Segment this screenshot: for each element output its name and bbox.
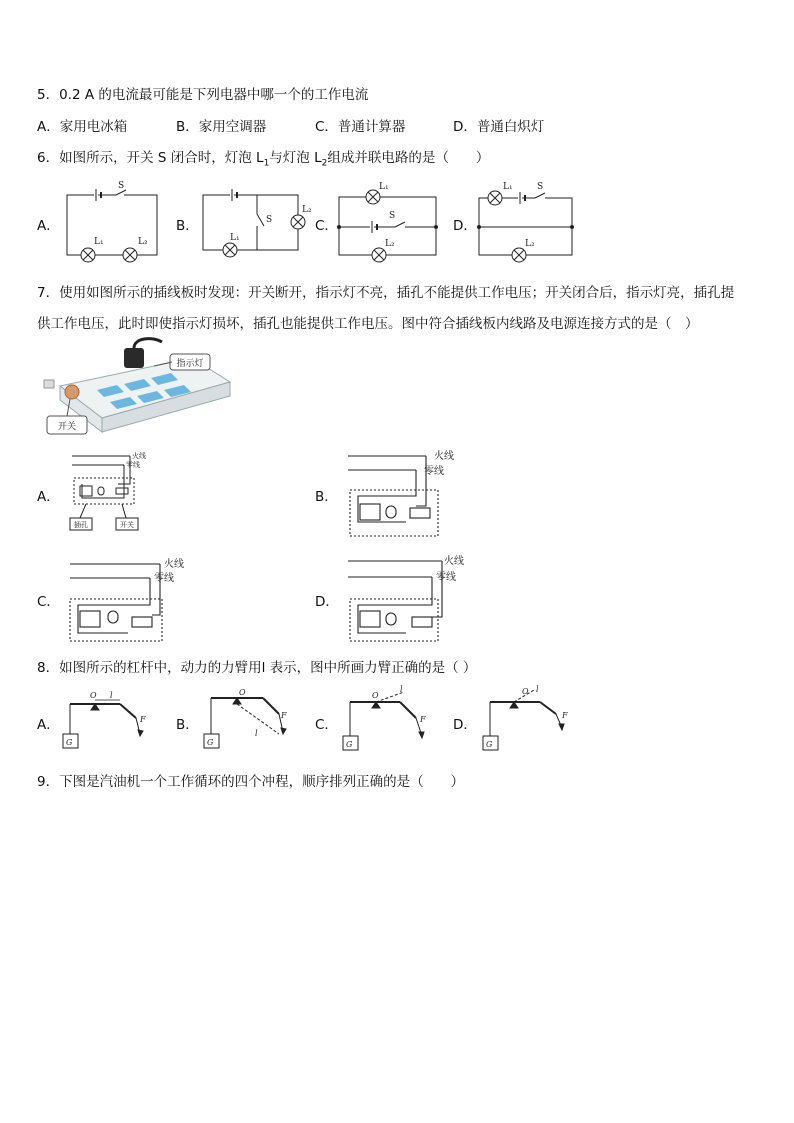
q7d-neutral-label: 零线	[436, 572, 456, 583]
q7c-live-label: 火线	[164, 559, 184, 570]
q8-label-a[interactable]: A．	[37, 717, 60, 733]
q7a-live-label: 火线	[132, 452, 146, 460]
svg-text:S: S	[389, 211, 396, 221]
q6-circuit-c	[337, 180, 442, 265]
q8a-weight-label: G	[66, 738, 73, 747]
q6-circuit-b	[202, 180, 312, 265]
q7d-live-label: 火线	[444, 556, 464, 567]
q7-label-c[interactable]: C．	[37, 594, 60, 610]
q8d-force-label: F	[562, 711, 568, 720]
q8-lever-d	[478, 685, 573, 753]
q8c-arm-label: l	[400, 685, 403, 694]
svg-text:L₁: L₁	[94, 237, 104, 247]
q8-stem: 8．如图所示的杠杆中，动力的力臂用l 表示，图中所画力臂正确的是（ ）	[37, 660, 477, 676]
q5-option-a[interactable]: A．家用电冰箱	[37, 119, 128, 135]
svg-text:L₂: L₂	[138, 237, 148, 247]
q8-label-b[interactable]: B．	[176, 717, 199, 733]
q7-power-strip-photo	[42, 344, 242, 439]
q7-label-b[interactable]: B．	[315, 489, 338, 505]
q8b-force-label: F	[281, 711, 287, 720]
q8-lever-a	[60, 688, 155, 753]
q7-stem-line1: 7．使用如图所示的插线板时发现：开关断开，指示灯不亮，插孔不能提供工作电压；开关闭合后，指示灯亮，插孔提	[37, 285, 735, 301]
q6-label-a[interactable]: A．	[37, 218, 60, 234]
q5-option-b[interactable]: B．家用空调器	[176, 119, 267, 135]
q8-label-d[interactable]: D．	[453, 717, 477, 733]
q5-option-d[interactable]: D．普通白炽灯	[453, 119, 545, 135]
svg-text:S: S	[266, 215, 273, 225]
q9-stem: 9．下图是汽油机一个工作循环的四个冲程，顺序排列正确的是（ ）	[37, 774, 465, 790]
q7a-switch-callout: 开关	[120, 521, 134, 529]
svg-text:L₁: L₁	[503, 182, 513, 192]
q5-option-c[interactable]: C．普通计算器	[315, 119, 406, 135]
q8a-force-label: F	[140, 715, 146, 724]
q8b-arm-label: l	[255, 729, 258, 738]
q6-stem: 6．如图所示，开关 S 闭合时，灯泡 $L_1$与灯泡 $L_2$组成并联电路的是（ ）	[37, 150, 490, 169]
svg-text:L₂: L₂	[385, 239, 395, 249]
q7b-neutral-label: 零线	[424, 466, 444, 477]
q7-stem-line2: 供工作电压，此时即使指示灯损坏，插孔也能提供工作电压。图中符合插线板内线路及电源连接方式的是（ ）	[37, 316, 699, 332]
q7-label-a[interactable]: A．	[37, 489, 60, 505]
q7c-neutral-label: 零线	[154, 573, 174, 584]
q8b-pivot-label: O	[239, 688, 246, 697]
q8-lever-b	[199, 688, 294, 753]
q8-lever-c	[338, 685, 433, 753]
q8c-weight-label: G	[346, 740, 353, 749]
q8a-pivot-label: O	[90, 691, 97, 700]
q7-label-d[interactable]: D．	[315, 594, 339, 610]
q8b-weight-label: G	[207, 738, 214, 747]
q6-label-b[interactable]: B．	[176, 218, 199, 234]
q7-wiring-b	[346, 450, 476, 540]
svg-text:L₁: L₁	[379, 182, 389, 192]
q8a-arm-label: l	[110, 691, 113, 700]
q7a-socket-callout: 插孔	[74, 521, 88, 529]
q6-label-c[interactable]: C．	[315, 218, 338, 234]
q6-circuit-a	[66, 180, 161, 265]
q7-wiring-a	[68, 450, 168, 540]
q5-stem: 5．0.2 A 的电流最可能是下列电器中哪一个的工作电流	[37, 87, 369, 103]
q7a-neutral-label: 零线	[126, 461, 140, 469]
q7-wiring-c	[68, 555, 198, 645]
q7-callout-switch: 开关	[57, 422, 77, 432]
svg-text:L₁: L₁	[230, 233, 240, 243]
q8c-force-label: F	[420, 715, 426, 724]
q7b-live-label: 火线	[434, 451, 454, 462]
q6-label-d[interactable]: D．	[453, 218, 477, 234]
q8-label-c[interactable]: C．	[315, 717, 338, 733]
q7-wiring-d	[346, 555, 476, 645]
q6-circuit-d	[477, 180, 577, 265]
q8d-weight-label: G	[486, 740, 493, 749]
svg-text:L₂: L₂	[525, 239, 535, 249]
svg-text:S: S	[118, 181, 125, 191]
q7-callout-indicator: 指示灯	[176, 359, 204, 369]
svg-text:L₂: L₂	[302, 205, 312, 215]
svg-text:S: S	[537, 182, 544, 192]
q8d-arm-label: l	[536, 685, 539, 694]
q8c-pivot-label: O	[372, 691, 379, 700]
q8d-pivot-label: O	[522, 687, 529, 696]
